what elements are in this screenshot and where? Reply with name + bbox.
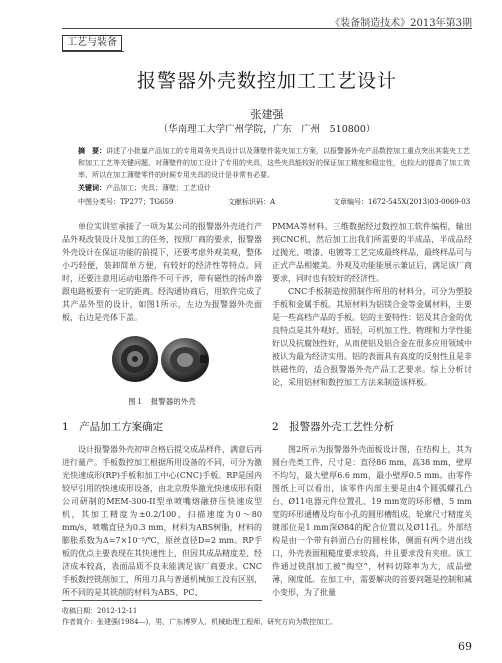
section1-body (62, 443, 262, 599)
article-affiliation: （华南理工大学广州学院，广东 广州 510800） (158, 124, 376, 135)
right-intro (272, 220, 472, 389)
right-paragraph-1: PMMA等材料。三维数据经过数控加工软件编程，输出到CNC机，然后加工出我们所需要的半成品，半成品经过抛光、喷漆、电镀等工艺完成最终样品，最终样品可与正式产品相媲美。外观及功能能展示兼证后，满足该厂商要求，同时也有较好的经济性。 (272, 222, 472, 283)
keywords (78, 182, 473, 194)
figure-alarm-housing (105, 333, 217, 385)
intro-text: 单位实训室承接了一项为某公司的报警器外壳进行产品外观改装设计及加工的任务，按照厂商的要求，报警器外壳设计在保证功能的前提下，还要考虑外观美观，整体小巧轻便，装卸简单方便，有较好的经济性等特点。同时，还要注意用运动电器件不可干涉，带有磁性的扬声器跟电路板要有一定的距离。经沟通协商后，用软件完成了其产品外型的设计，如图1所示，左边为报警器外壳面板，右边是壳体下盖。 (62, 222, 262, 322)
footnote-rule (62, 600, 262, 601)
abstract-text: 讲述了小批量产品加工的专用周务夹具设计以及薄壁件装夹加工方案，以报警器外壳产品数控加工重点突出其装夹工艺和加工工艺等关键问题，对薄壁件的加工设计了专用的夹具，这些夹具能较好的保证加工精度和稳定性，也较大的提高了加工效率，所以在加工薄壁零件的时候专用夹具的设计是非常有必要。 (78, 147, 470, 179)
section2-body (272, 443, 472, 599)
keywords-label: 关键词： (78, 183, 106, 192)
section-rule (62, 51, 124, 52)
article-title: 报警器外壳数控加工工艺设计 (136, 70, 397, 92)
received-date: 收稿日期：2012-12-11 (62, 607, 138, 615)
keywords-text: 产品加工；夹具；薄壁；工艺设计 (106, 184, 211, 192)
abstract (78, 145, 473, 181)
section2-heading: 2 报警器外壳工艺性分析 (272, 421, 395, 433)
figure-caption: 图１ 报警器的外壳 (128, 397, 196, 406)
abstract-label: 摘 要： (78, 146, 106, 155)
section2-text: 图2所示为报警器外壳面板设计图，在结构上，其为圆台壳类工件，尺寸是：直径86 mm，高38 mm，壁厚不均匀，最大壁厚6.6 mm，最小壁厚0.5 mm。由零件图纸上可以看出，该零件内部主要是由4个圆弧螺孔凸台、Ø11电器元件位置孔、19 mm宽的环形槽、5 mm宽的环形通槽及均布小孔的圆形槽组成，轮廓尺寸精度关键部位是1 mm深Ø84的配合位置以及Ø11孔。外部结构是由一个带有斜面凸台的圆柱体，侧面有两个进出线口，外壳表面粗糙度要求较高，并且要求没有夹痕。该工件通过铣削加工被“掏空”，材料切除率为大，成品壁薄，刚度低。在加工中，需要解决的首要问题是控制和减小变形，为了批量 (272, 445, 472, 597)
journal-header: 《装备制造技术》2013年第3期 (330, 18, 472, 29)
document-code: 文献标识码：A (228, 198, 276, 206)
article-number: 文章编号：1672-545X(2013)03-0069-03 (333, 198, 471, 206)
intro-paragraph (62, 220, 262, 324)
header-rule (62, 28, 472, 29)
clc-number: 中图分类号：TP277；TG659 (78, 198, 174, 206)
author-bio: 作者简介：张建强(1984—)，男，广东博罗人，机械助理工程师，研究方向为数控加工。 (62, 618, 338, 626)
article-author: 张建强 (250, 108, 284, 121)
alarm-housing-image (105, 333, 217, 385)
section1-text: 设计报警器外壳初审合格后提交成品样件，满意后再进行量产。手板数控加工根据所用设备的不同，可分为激光快速成形(RP)手板和加工中心(CNC)手板。RP是国内较早引用的快速成形设备，由北京殷华激光快速成形有限公司研制的MEM-300-II型单喷嘴熔融挤压快速成型机，其加工精度为±0.2/100，扫描速度为0～80 mm/s，喷嘴直径为0.3 mm，材料为ABS树脂，材料的膨胀系数为Δ=7×10⁻⁵/℃，原丝直径D=2 mm。RP手板的优点主要表现在其快速性上，但因其成品精度差、经济成本较高，表面品质不良未能满足该厂商要求。CNC手板数控铣削加工，所用刀具与普通机械加工没有区别，所不同的是其铣削的材料为ABS、PC、 (62, 445, 262, 597)
page-number: 69 (458, 640, 472, 653)
right-paragraph-2: CNC手板制造按照制作所用的材料分，可分为塑胶手板和金属手板。其原材料为铝镁合金等金属材料，主要是一些高档产品的手板。铝的主要特性：铝及其合金的优良特点是其外观好、质轻，可机加工性、物理和力学性能好以及抗腐蚀性好，从而使铝及铝合金在很多应用领域中被认为最为经济实用。铝的表面具有高度的反射性且是非铁磁性的，适合报警器外壳产品工艺要求。综上分析讨论，采用铝材和数控加工方法来制造该样板。 (272, 287, 472, 387)
section-label: 工艺与装备 (62, 35, 122, 51)
section1-heading: 1 产品加工方案确定 (62, 421, 164, 433)
